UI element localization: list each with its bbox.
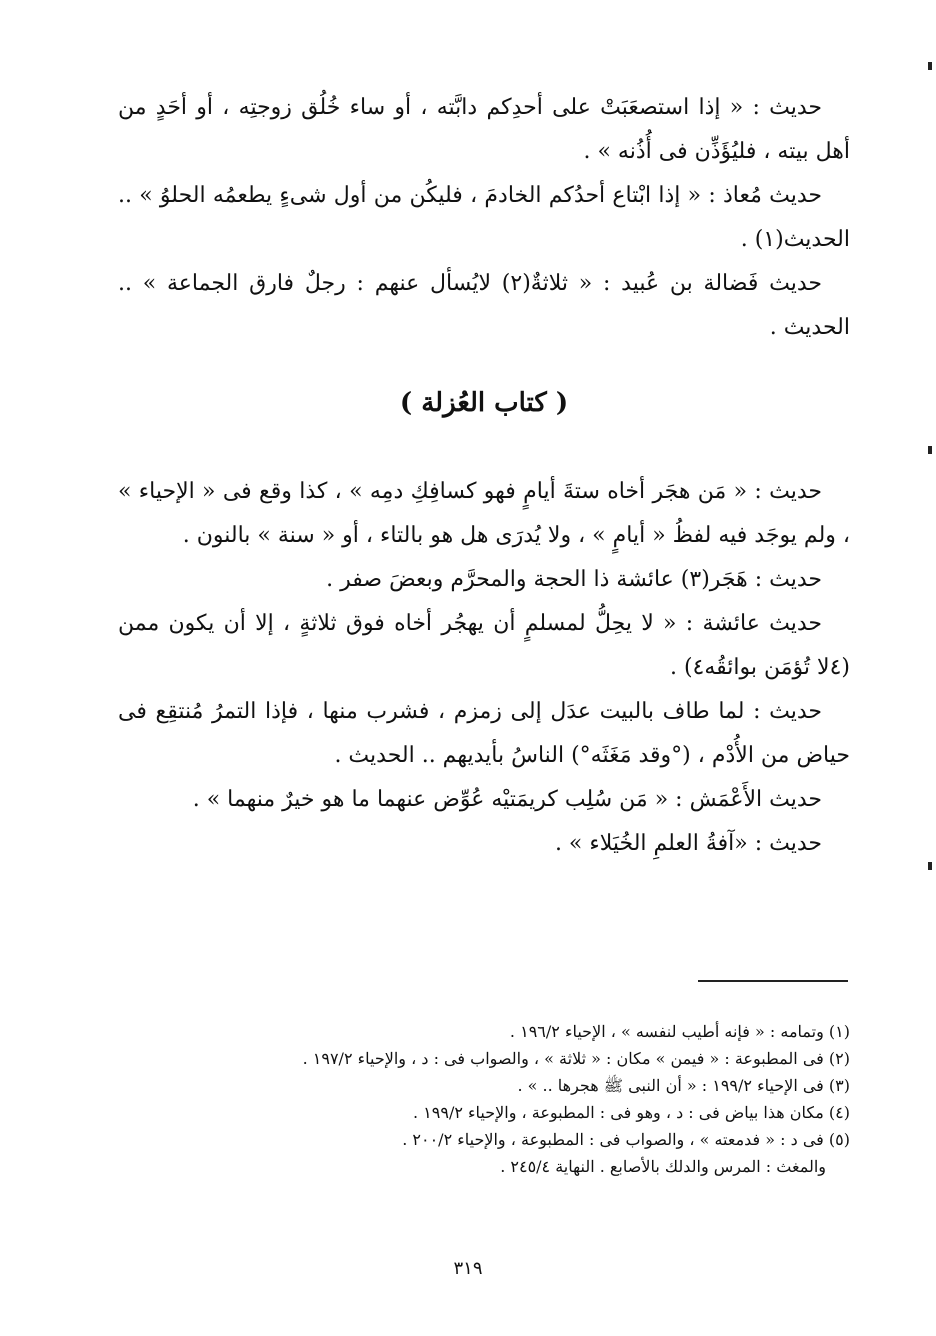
- margin-mark: [928, 62, 932, 70]
- footnote: (٣) فى الإحياء ١٩٩/٢ : « أن النبى ﷺ هجرها .. » .: [517, 1076, 850, 1095]
- footnote: (٤) مكان هذا بياض فى : د ، وهو فى : المطبوعة ، والإحياء ١٩٩/٢ .: [413, 1103, 850, 1122]
- footnotes: [200, 1018, 850, 1180]
- chapter-heading: ( كتاب العُزلة ): [399, 388, 569, 418]
- section-hadith-list: [118, 86, 850, 350]
- footnote-continuation: والمغث : المرس والدلك بالأصابع . النهاية ٢٤٥/٤ .: [500, 1157, 826, 1176]
- footnote: (٥) فى د : « فدمعته » ، والصواب فى : المطبوعة ، والإحياء ٢٠٠/٢ .: [402, 1130, 850, 1149]
- hadith-paragraph: حديث : «آفةُ العلمِ الخُيَلاء » .: [554, 831, 822, 856]
- hadith-paragraph: حديث : « إذا استصعَبَتْ على أحدِكم دابَّته ، أو ساء خُلُق زوجتِه ، أو أحَدٍ من أهل بيته ، فليُؤَذِّن فى أُذُنه » .: [118, 95, 850, 164]
- hadith-paragraph: حديث : هَجَر(٣) عائشة ذا الحجة والمحرَّم وبعضَ صفر .: [326, 567, 822, 592]
- margin-mark: [928, 862, 932, 870]
- footnote: (٢) فى المطبوعة : « فيمن » مكان : « ثلاثة » ، والصواب فى : د ، والإحياء ١٩٧/٢ .: [302, 1049, 850, 1068]
- footnote-divider: [698, 980, 848, 982]
- hadith-paragraph: حديث فَضالة بن عُبيد : « ثلاثةٌ(٢) لايُسأل عنهم : رجلٌ فارق الجماعة » .. الحديث .: [118, 271, 850, 340]
- footnote: (١) وتمامه : « فإنه أطيب لنفسه » ، الإحياء ١٩٦/٢ .: [509, 1022, 850, 1041]
- hadith-paragraph: حديث الأَعْمَش : « مَن سُلِب كريمَتيْه عُوِّض عنهما ما هو خيرٌ منهما » .: [192, 787, 822, 812]
- hadith-paragraph: حديث : لما طاف بالبيت عدَل إلى زمزم ، فشرب منها ، فإذا التمرُ مُنتقِع فى حياض من الأُدْم ، (°وقد مَغَثَه°) الناسُ بأيديهم .. الحديث .: [118, 699, 850, 768]
- page-number: ٣١٩: [453, 1258, 483, 1279]
- hadith-paragraph: حديث : « مَن هجَر أخاه ستةَ أيامٍ فهو كسافِكِ دمِه » ، كذا وقع فى « الإحياء » ، ولم يوجَد فيه لفظُ « أيامٍ » ، ولا يُدرَى هل هو بالتاء ، أو « سنة » بالنون .: [118, 479, 850, 548]
- hadith-paragraph: حديث مُعاذ : « إذا ابْتاع أحدُكم الخادمَ ، فليكُن من أول شىءٍ يطعمُه الحلوُ » .. الحديث(١) .: [118, 183, 850, 252]
- hadith-paragraph: حديث عائشة : « لا يحِلُّ لمسلمٍ أن يهجُر أخاه فوق ثلاثةٍ ، إلا أن يكون ممن (٤لا تُؤمَن بوائقُه٤) .: [118, 611, 850, 680]
- section-hadith-list: [118, 470, 850, 866]
- margin-mark: [928, 446, 932, 454]
